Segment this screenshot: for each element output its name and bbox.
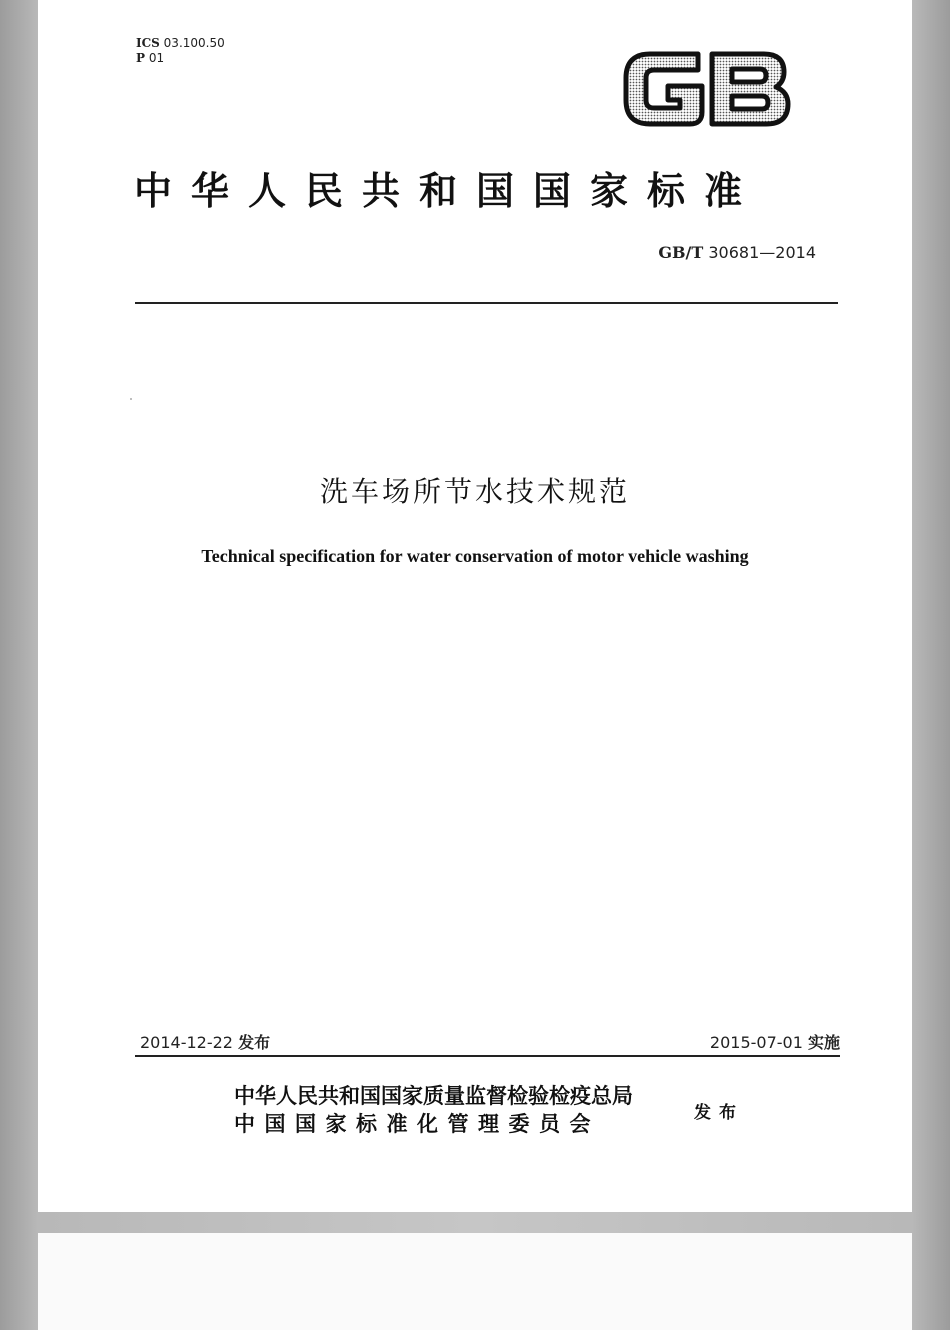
ics-label: ICS — [136, 36, 160, 50]
next-page[interactable] — [38, 1233, 912, 1330]
footer-divider — [135, 1055, 840, 1057]
speck — [130, 398, 132, 400]
publish-label: 发布 — [694, 1103, 744, 1123]
classification-codes — [136, 36, 225, 66]
standard-code: 30681—2014 — [708, 243, 816, 262]
issue-date — [140, 1030, 270, 1053]
header-divider — [135, 302, 838, 304]
issuer-line-2: 中国国家标准化管理委员会 — [234, 1111, 600, 1136]
issue-date-value: 2014-12-22 — [140, 1033, 233, 1052]
standard-number — [658, 243, 816, 262]
document-title-chinese: 洗车场所节水技术规范 — [319, 475, 630, 508]
standard-prefix: GB/T — [658, 243, 704, 262]
class-label: P — [136, 51, 146, 65]
national-standard-title: 中华人民共和国国家标准 — [134, 168, 762, 213]
class-code: 01 — [148, 51, 165, 65]
implementation-label: 实施 — [807, 1033, 840, 1052]
implementation-date-value: 2015-07-01 — [709, 1033, 803, 1052]
implementation-date — [710, 1030, 840, 1053]
document-page[interactable] — [38, 0, 912, 1212]
issue-label: 发布 — [238, 1033, 271, 1052]
ics-code: 03.100.50 — [163, 36, 225, 50]
document-title-english: Technical specification for water conservation of motor vehicle washing — [201, 546, 749, 566]
gb-logo — [620, 42, 792, 134]
issuer-line-1: 中华人民共和国国家质量监督检验检疫总局 — [234, 1083, 633, 1108]
